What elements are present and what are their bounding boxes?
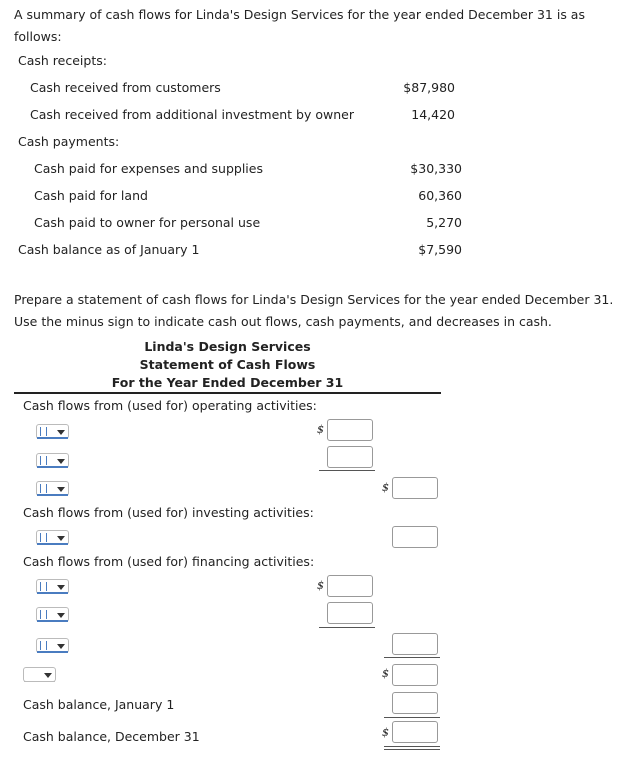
amount-input[interactable]	[392, 692, 438, 714]
payment-value: 60,360	[418, 188, 462, 203]
statement-period: For the Year Ended December 31	[111, 375, 344, 390]
instruction-line: Use the minus sign to indicate cash out flows, cash payments, and decreases in cash.	[14, 314, 552, 329]
balance-jan1-label: Cash balance, January 1	[23, 697, 175, 712]
select-underline	[37, 437, 68, 439]
balance-value: $7,590	[418, 242, 462, 257]
amount-input[interactable]	[392, 477, 438, 499]
balance-dec31-label: Cash balance, December 31	[23, 729, 200, 744]
select-underline	[24, 681, 55, 682]
select-marker	[40, 456, 47, 465]
select-marker	[40, 582, 47, 591]
payment-label: Cash paid to owner for personal use	[34, 215, 261, 230]
receipt-label: Cash received from additional investment by owner	[30, 107, 354, 122]
chevron-down-icon	[57, 613, 65, 618]
payment-value: $30,330	[410, 161, 462, 176]
amount-input[interactable]	[327, 602, 373, 624]
intro-text: A summary of cash flows for Linda's Design Services for the year ended December 31 is as follows:	[14, 7, 585, 44]
dollar-sign: $	[382, 667, 389, 680]
select-marker	[40, 484, 47, 493]
operating-heading: Cash flows from (used for) operating activities:	[23, 398, 317, 413]
net-change-select[interactable]	[23, 667, 56, 682]
select-marker	[40, 641, 47, 650]
select-underline	[37, 592, 68, 594]
select-marker	[40, 427, 47, 436]
sum-line	[384, 657, 440, 658]
amount-input[interactable]	[392, 633, 438, 655]
chevron-down-icon	[57, 536, 65, 541]
dollar-sign: $	[382, 481, 389, 494]
select-marker	[40, 533, 47, 542]
dollar-sign: $	[382, 726, 389, 739]
payment-value: 5,270	[426, 215, 462, 230]
account-select[interactable]	[36, 530, 69, 545]
company-name: Linda's Design Services	[144, 339, 311, 354]
heading-rule	[14, 392, 441, 394]
statement-title: Statement of Cash Flows	[139, 357, 316, 372]
chevron-down-icon	[57, 487, 65, 492]
select-underline	[37, 543, 68, 545]
select-underline	[37, 494, 68, 496]
amount-input[interactable]	[392, 526, 438, 548]
sum-line	[384, 717, 440, 718]
chevron-down-icon	[57, 430, 65, 435]
account-select[interactable]	[36, 424, 69, 439]
payment-label: Cash paid for land	[34, 188, 148, 203]
receipt-value: 14,420	[411, 107, 455, 122]
receipt-value: $87,980	[403, 80, 455, 95]
account-select[interactable]	[36, 607, 69, 622]
dollar-sign: $	[317, 579, 324, 592]
dollar-sign: $	[317, 423, 324, 436]
amount-input[interactable]	[327, 446, 373, 468]
select-marker	[40, 610, 47, 619]
amount-input[interactable]	[392, 721, 438, 743]
cash-payments-heading: Cash payments:	[18, 134, 120, 149]
chevron-down-icon	[57, 459, 65, 464]
select-underline	[37, 620, 68, 622]
account-select[interactable]	[36, 638, 69, 653]
chevron-down-icon	[44, 673, 52, 678]
receipt-label: Cash received from customers	[30, 80, 221, 95]
total-double-line	[384, 746, 440, 750]
select-underline	[37, 466, 68, 468]
investing-heading: Cash flows from (used for) investing activities:	[23, 505, 314, 520]
account-select[interactable]	[36, 453, 69, 468]
cash-receipts-heading: Cash receipts:	[18, 53, 107, 68]
amount-input[interactable]	[327, 575, 373, 597]
sum-line	[319, 627, 375, 628]
account-select[interactable]	[36, 579, 69, 594]
financing-heading: Cash flows from (used for) financing activities:	[23, 554, 315, 569]
amount-input[interactable]	[392, 664, 438, 686]
payment-label: Cash paid for expenses and supplies	[34, 161, 263, 176]
sum-line	[319, 470, 375, 471]
chevron-down-icon	[57, 644, 65, 649]
account-select[interactable]	[36, 481, 69, 496]
instruction-line: Prepare a statement of cash flows for Linda's Design Services for the year ended December 31.	[14, 292, 614, 307]
amount-input[interactable]	[327, 419, 373, 441]
select-underline	[37, 651, 68, 653]
chevron-down-icon	[57, 585, 65, 590]
balance-label: Cash balance as of January 1	[18, 242, 200, 257]
